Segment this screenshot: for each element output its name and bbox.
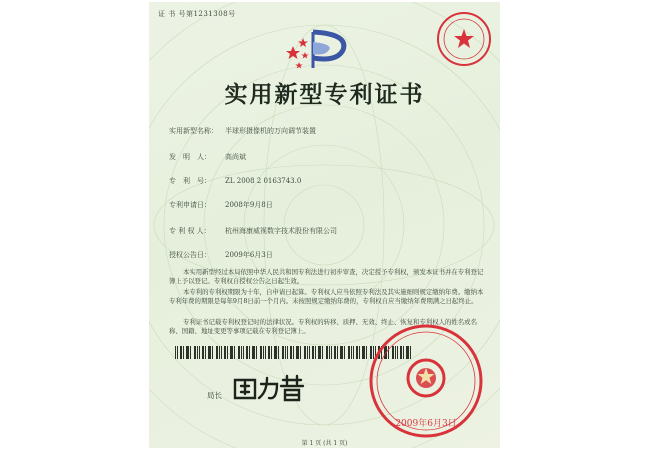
field-label: 发 明 人： [169, 153, 211, 161]
field-value: 2009年6月3日 [225, 251, 273, 259]
seal-date: 2009年6月3日 [395, 419, 457, 429]
field-patentee [169, 226, 337, 236]
field-utility-model-name [169, 126, 316, 136]
patent-certificate [149, 2, 500, 448]
paragraph-legal-status: 专利证书记载专利权登记时的法律状况。专利权的转移、质押、无效、终止、恢复和专利权人的姓名或名称、国籍、地址变更等事项记载在专利登记簿上。 [169, 318, 477, 336]
certificate-number: 证 书 号第1231308号 [158, 10, 236, 18]
red-approval-stamp [435, 10, 493, 68]
field-value: 高尚斌 [225, 153, 246, 161]
field-label: 专利申请日： [169, 201, 211, 209]
page-number: 第 1 页 (共 1 页) [301, 440, 348, 447]
official-seal [367, 322, 485, 440]
paragraph-term: 本专利的专利权期限为十年，自申请日起算。专利权人应当依照专利法及其实施细则规定缴纳年费。缴纳本专利年费的期限是每年9月8日前一个月内。未按照规定缴纳年费的，专利权自应当缴纳年费期满之日起终止。 [169, 288, 484, 306]
field-grant-date [169, 250, 273, 260]
field-label: 实用新型名称： [169, 127, 218, 135]
field-inventor [169, 152, 246, 162]
field-value: ZL 2008 2 0163743.0 [225, 177, 302, 185]
field-value: 半球形摄像机的万向调节装置 [225, 127, 316, 135]
sipo-emblem-icon [283, 28, 357, 72]
field-patent-number [169, 176, 301, 186]
director-label: 局长 [207, 391, 222, 400]
certificate-title: 实用新型专利证书 [224, 81, 425, 108]
field-label: 授权公告日： [169, 251, 211, 259]
paragraph-grant: 本实用新型经过本局依照中华人民共和国专利法进行初步审查，决定授予专利权，颁发本证书并在专利登记簿上予以登记。专利权自授权公告之日起生效。 [169, 268, 484, 286]
director-signature [231, 374, 307, 402]
field-value: 杭州海康威视数字技术股份有限公司 [225, 227, 337, 235]
field-label: 专 利 权 人： [169, 227, 211, 235]
field-label: 专 利 号： [169, 177, 211, 185]
field-application-date [169, 200, 273, 210]
field-value: 2008年9月8日 [225, 201, 273, 209]
